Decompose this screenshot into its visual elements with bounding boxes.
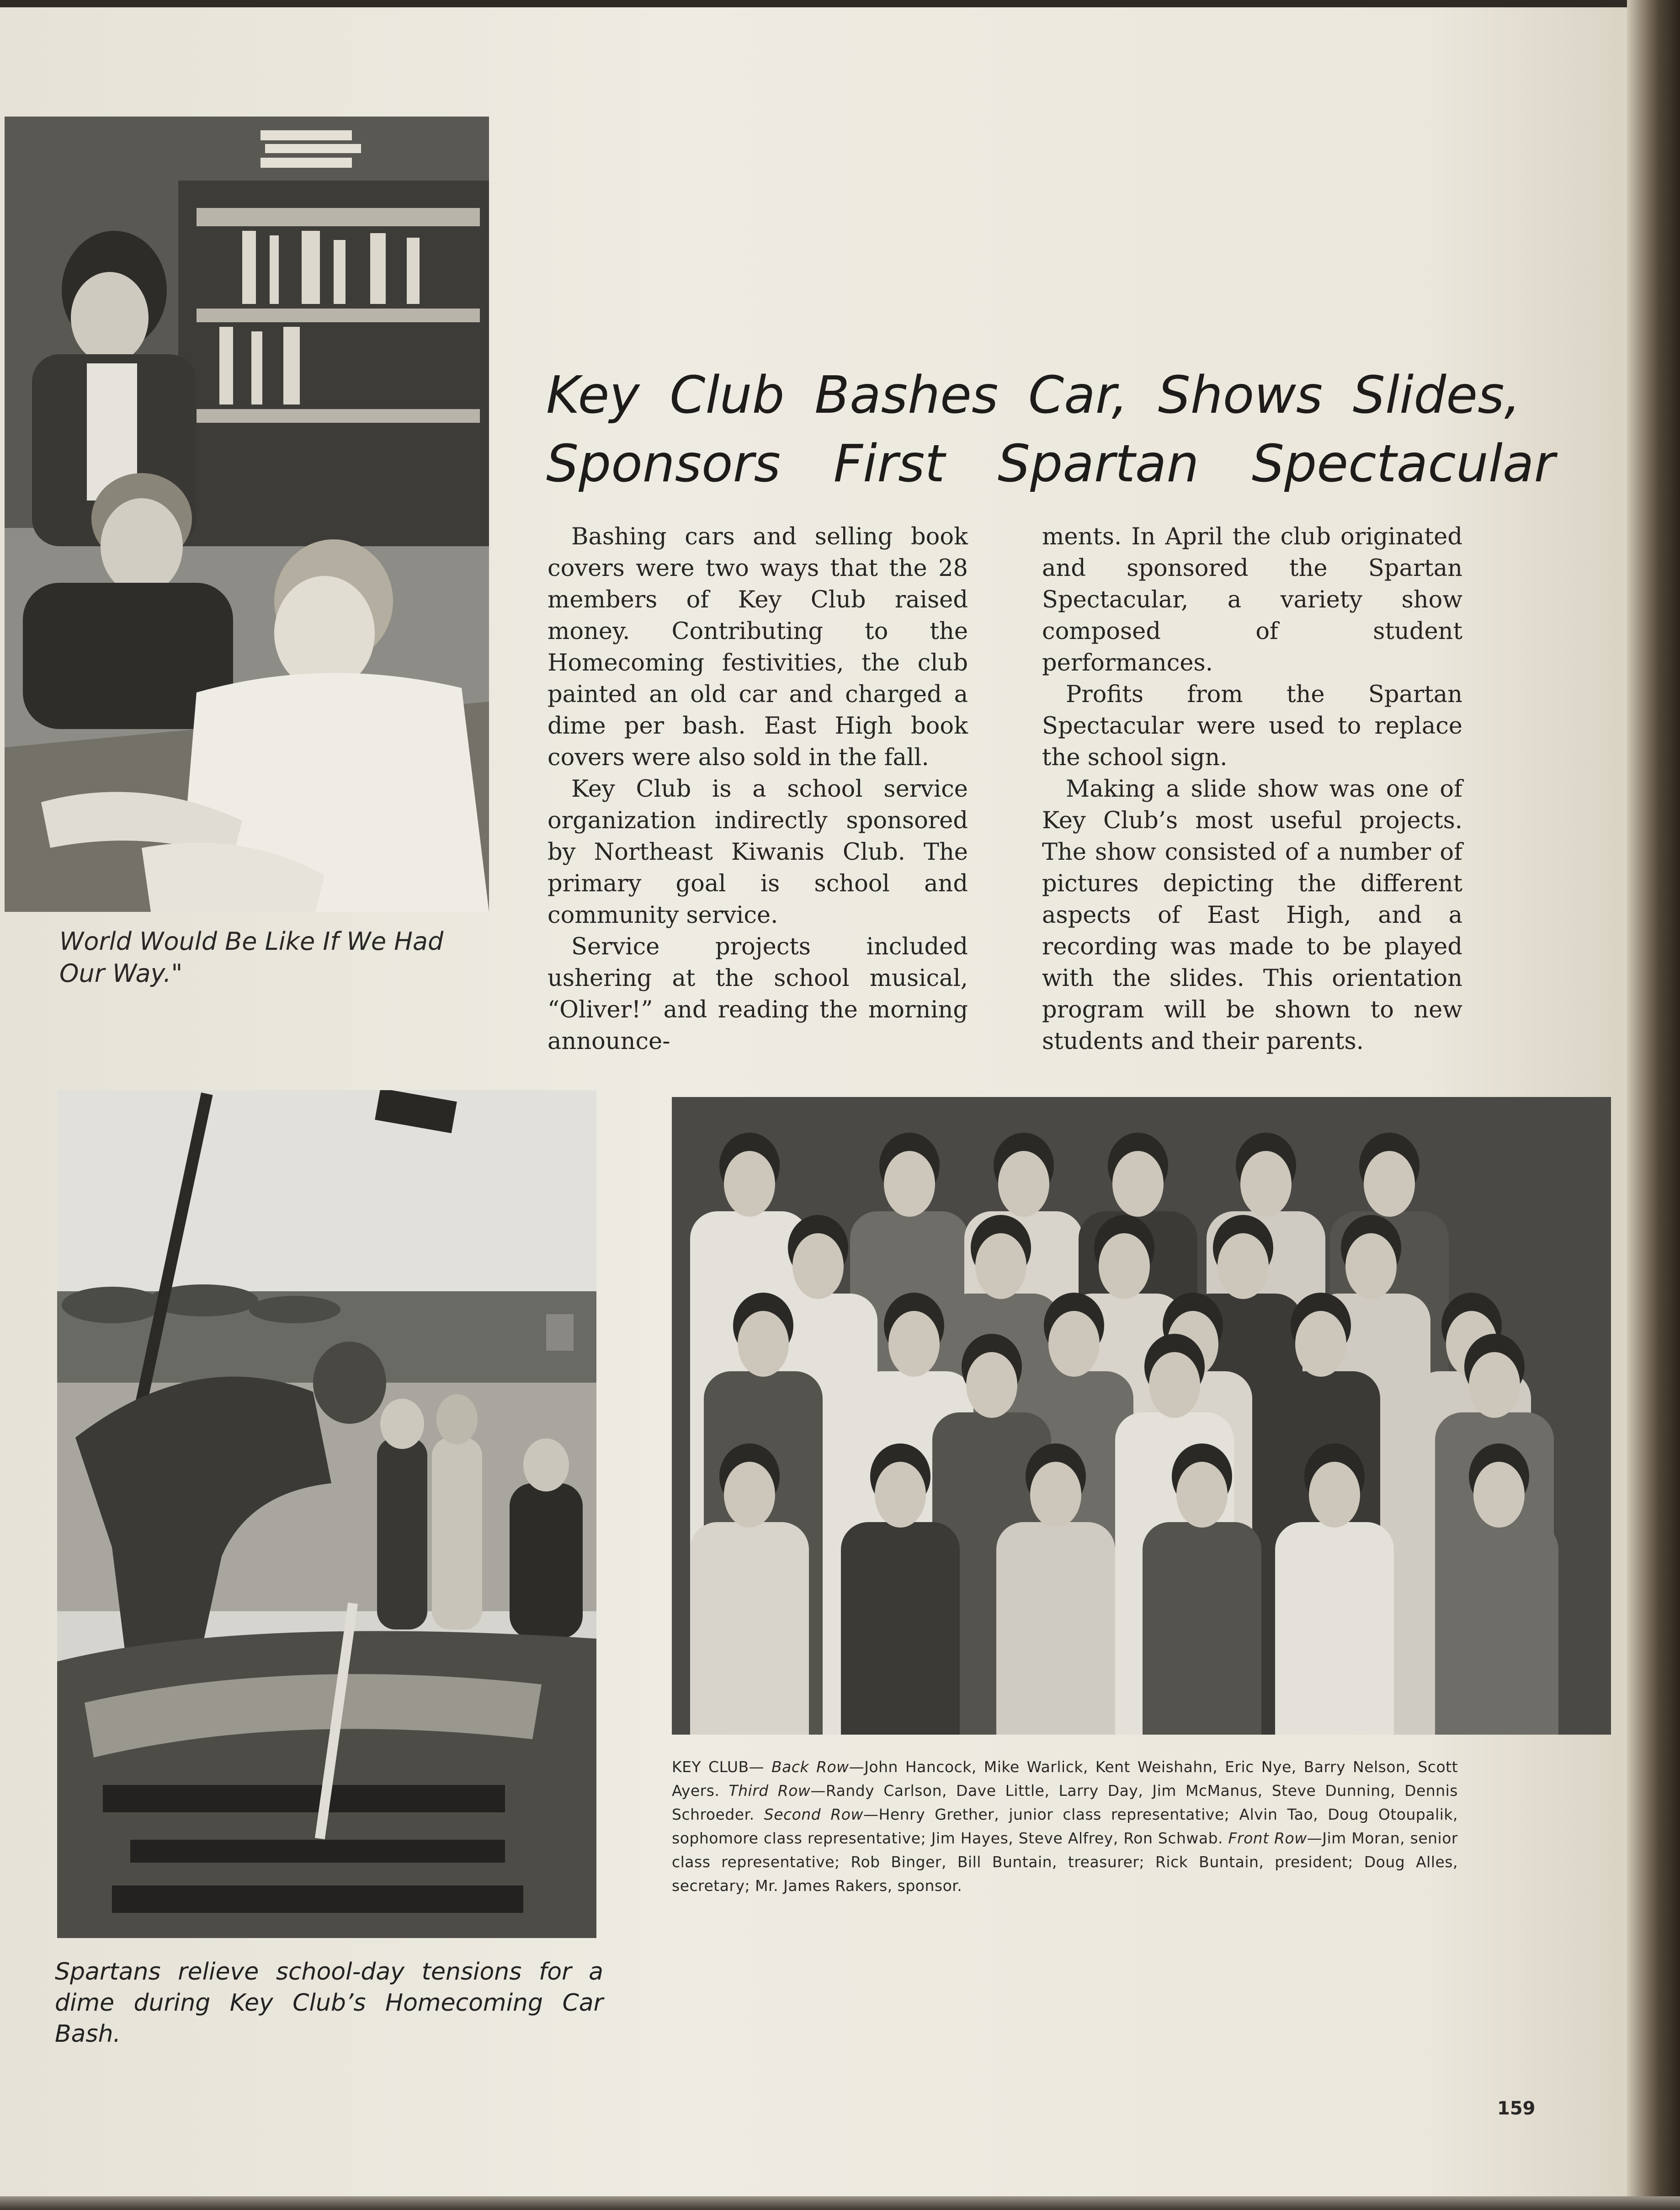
group-member-face bbox=[998, 1151, 1049, 1217]
back-row-names: —John Hancock, Mike Warlick, Kent Weishahn, Eric Nye, Barry Nelson, Scott Ayers. bbox=[672, 1758, 1458, 1800]
group-member-face bbox=[1176, 1462, 1228, 1528]
roster-lead: KEY CLUB— bbox=[672, 1758, 765, 1776]
group-member-face bbox=[975, 1233, 1026, 1299]
group-member-face bbox=[738, 1311, 789, 1377]
article-paragraph: Bashing cars and selling book covers were two ways that the 28 members of Key Club raised money. Contributing to the Homecoming festivities, the club painted an old car and charged a dime per bash. East High book covers were also sold in the fall. bbox=[548, 523, 968, 771]
headline-line-1: Key Club Bashes Car, Shows Slides, bbox=[546, 366, 1521, 425]
headline-line-2: Sponsors First Spartan Spectacular bbox=[546, 434, 1555, 494]
group-member-face bbox=[884, 1151, 935, 1217]
front-row-names: —Jim Moran, senior class representative; Rob Binger, Bill Buntain, treasurer; Rick Buntain, president; Doug Alles, secretary; Mr. James Rakers, sponsor. bbox=[672, 1829, 1458, 1895]
group-member-body bbox=[841, 1522, 960, 1735]
group-member-face bbox=[1469, 1352, 1520, 1418]
group-member-body bbox=[996, 1522, 1115, 1735]
group-member-face bbox=[1112, 1151, 1164, 1217]
article-paragraph: Key Club is a school service organization indirectly sponsored by Northeast Kiwanis Club. The primary goal is school and community service. bbox=[548, 776, 968, 929]
article-paragraph: Service projects included ushering at the school musical, “Oliver!” and reading the morning announce- bbox=[548, 933, 968, 1055]
article-paragraph: Making a slide show was one of Key Club’s most useful projects. The show consisted of a number of pictures depicting the different aspects of East High, and a recording was made to be played with the slides. This orientation program will be shown to new students and their parents. bbox=[1042, 776, 1462, 1055]
group-member-body bbox=[690, 1522, 809, 1735]
article-paragraph: ments. In April the club originated and sponsored the Spartan Spectacular, a variety show composed of student performances. bbox=[1042, 523, 1462, 676]
group-member-face bbox=[1149, 1352, 1200, 1418]
group-member-face bbox=[888, 1311, 940, 1377]
group-member-face bbox=[1030, 1462, 1081, 1528]
book-spine-edge bbox=[1627, 0, 1680, 2210]
group-member-face bbox=[966, 1352, 1017, 1418]
key-club-roster bbox=[672, 1755, 1458, 1898]
photo-caption-top: World Would Be Like If We Had Our Way." bbox=[59, 927, 444, 988]
car-bash-photo bbox=[57, 1090, 596, 1938]
page-headline bbox=[546, 361, 1555, 498]
group-member-face bbox=[1364, 1151, 1415, 1217]
second-row-names: —Henry Grether, junior class representative; Alvin Tao, Doug Otoupalik, sophomore class representative; Jim Hayes, Steve Alfrey, Ron Schwab. bbox=[672, 1805, 1458, 1847]
group-member-face bbox=[1217, 1233, 1269, 1299]
group-member-body bbox=[1440, 1522, 1558, 1735]
article-column-left bbox=[548, 521, 968, 1057]
key-club-group-photo bbox=[672, 1097, 1611, 1735]
page-bottom-edge bbox=[0, 2196, 1680, 2210]
page-number: 159 bbox=[1497, 2098, 1536, 2119]
group-member-face bbox=[724, 1462, 775, 1528]
front-row-label: Front Row bbox=[1228, 1829, 1307, 1847]
back-row-label: Back Row bbox=[771, 1758, 849, 1776]
students-at-table-photo bbox=[5, 117, 489, 912]
group-member-body bbox=[1143, 1522, 1261, 1735]
group-member-face bbox=[1345, 1233, 1397, 1299]
car-bash-caption: Spartans relieve school-day tensions for a dime during Key Club’s Homecoming Car Bash. bbox=[55, 1958, 603, 2048]
group-member-face bbox=[1099, 1233, 1150, 1299]
second-row-label: Second Row bbox=[764, 1805, 863, 1823]
group-member-face bbox=[724, 1151, 775, 1217]
group-member-face bbox=[1048, 1311, 1100, 1377]
group-member-face bbox=[1295, 1311, 1346, 1377]
group-member-body bbox=[1275, 1522, 1394, 1735]
third-row-names: —Randy Carlson, Dave Little, Larry Day, Jim McManus, Steve Dunning, Dennis Schroeder. bbox=[672, 1782, 1458, 1823]
group-member-face bbox=[1473, 1462, 1525, 1528]
third-row-label: Third Row bbox=[728, 1782, 811, 1800]
article-paragraph: Profits from the Spartan Spectacular were used to replace the school sign. bbox=[1042, 681, 1462, 771]
group-member-face bbox=[875, 1462, 926, 1528]
page-top-edge bbox=[0, 0, 1680, 7]
article-column-right bbox=[1042, 521, 1462, 1057]
group-member-face bbox=[1240, 1151, 1292, 1217]
group-member-face bbox=[1309, 1462, 1360, 1528]
group-member-face bbox=[792, 1233, 844, 1299]
